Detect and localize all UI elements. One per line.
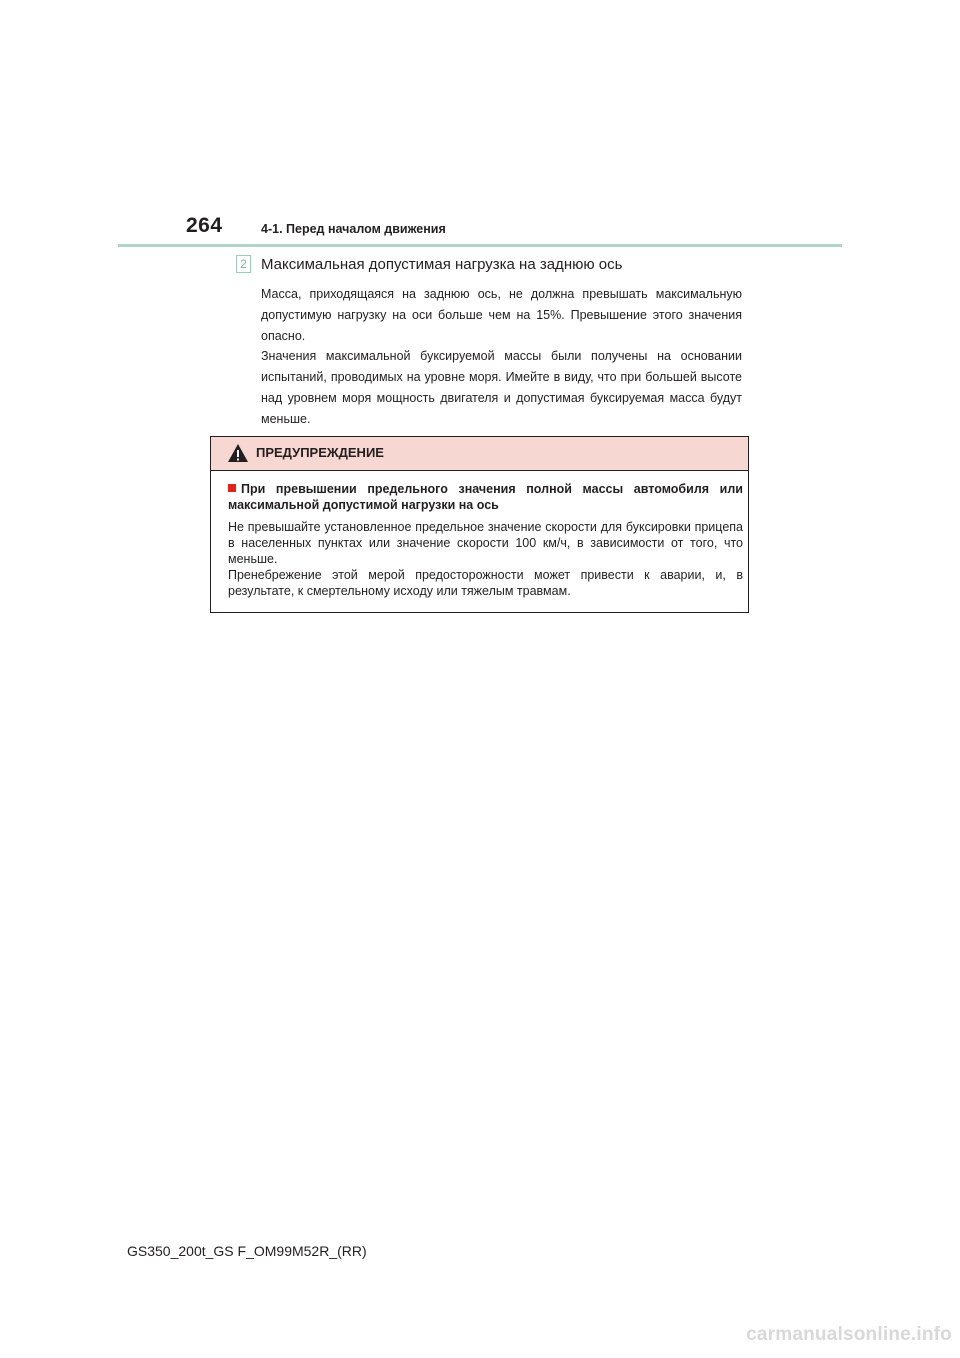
warning-triangle-icon bbox=[227, 443, 249, 463]
warning-text-1: Не превышайте установленное предельное значение скорости для буксировки прицепа в населенных пунктах или значение скорости 100 км/ч, в зависимости от того, что меньше. bbox=[228, 520, 743, 566]
square-bullet-icon bbox=[228, 484, 236, 492]
warning-text bbox=[228, 519, 743, 599]
page-number: 264 bbox=[186, 214, 223, 237]
document-code: GS350_200t_GS F_OM99M52R_(RR) bbox=[127, 1243, 367, 1259]
body-paragraph-1: Масса, приходящаяся на заднюю ось, не должна превышать максимальную допустимую нагрузку на оси больше чем на 15%. Превышение этого значения опасно. bbox=[261, 287, 742, 343]
body-paragraph-2: Значения максимальной буксируемой массы были получены на основании испытаний, проводимых на уровне моря. Имейте в виду, что при большей высоте над уровнем моря мощность двигателя и допустимая буксируемая масса будут меньше. bbox=[261, 349, 742, 426]
warning-box bbox=[210, 436, 749, 613]
watermark: carmanualsonline.info bbox=[746, 1324, 952, 1345]
warning-label: ПРЕДУПРЕЖДЕНИЕ bbox=[256, 445, 384, 460]
section-title: 4-1. Перед началом движения bbox=[261, 222, 446, 236]
header-divider bbox=[118, 244, 842, 247]
warning-item-title bbox=[228, 481, 743, 513]
warning-text-2: Пренебрежение этой мерой предосторожности может привести к аварии, и, в результате, к смертельному исходу или тяжелым травмам. bbox=[228, 568, 743, 598]
step-number-badge: 2 bbox=[236, 255, 251, 273]
warning-item-title-text: При превышении предельного значения полной массы автомобиля или максимальной допустимой нагрузки на ось bbox=[228, 482, 743, 512]
subsection-heading: Максимальная допустимая нагрузка на заднюю ось bbox=[261, 256, 623, 273]
warning-header bbox=[211, 437, 748, 471]
